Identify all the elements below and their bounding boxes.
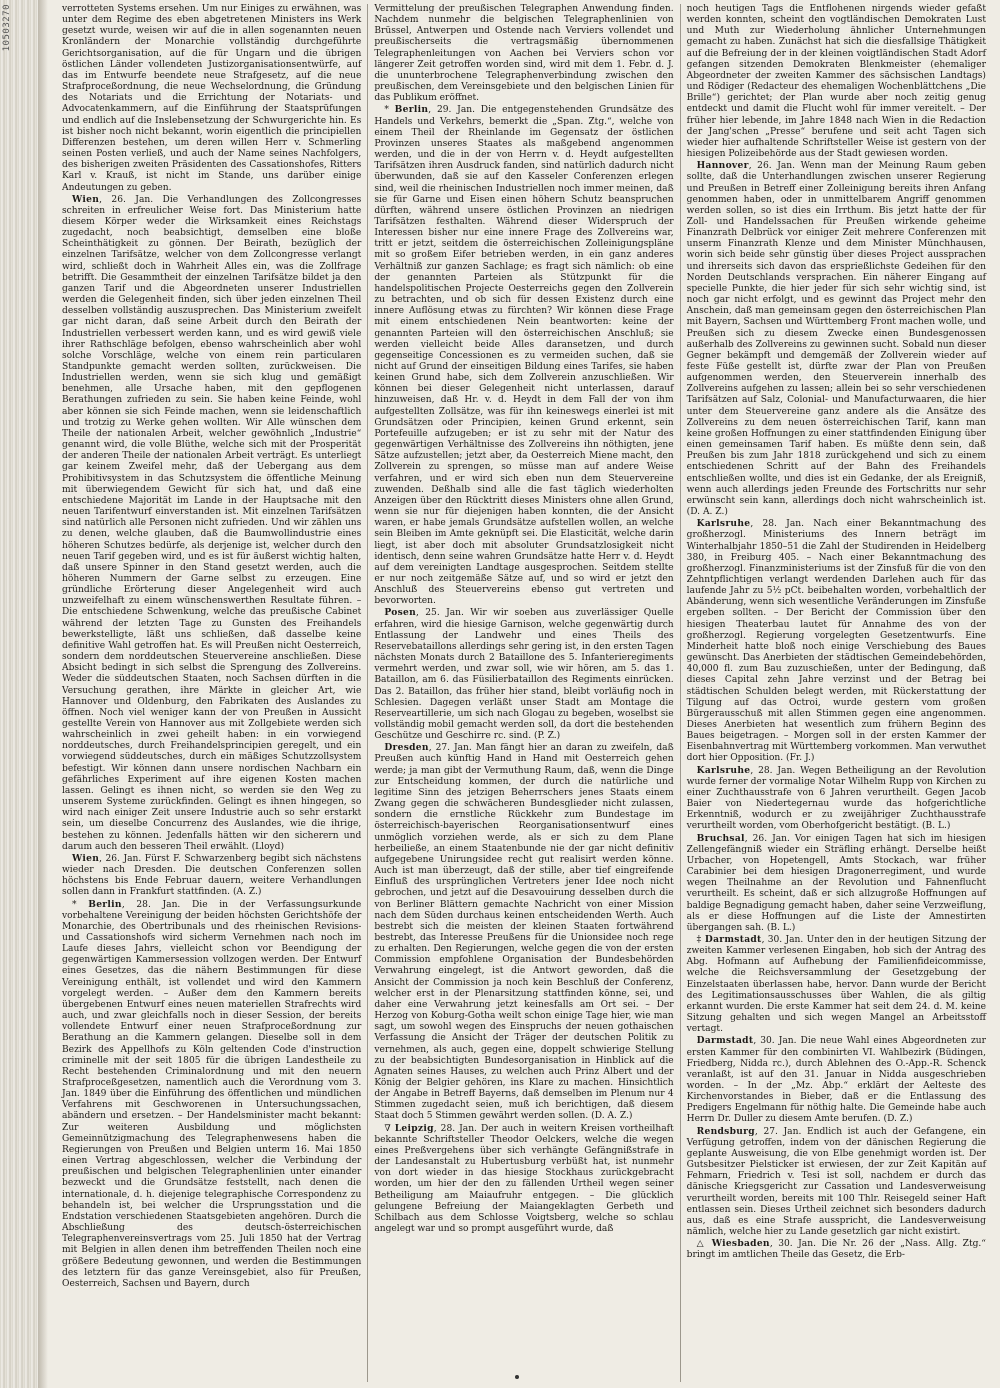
dateline-place: Wien [72,193,100,205]
dateline-place: Posen [384,607,417,619]
article-paragraph [687,4,986,160]
article-text: Wegen Betheiligung an der Revolution wurde ferner der vormalige Notar Wilhelm Rupp von Kirchen zu einer Zuchthausstrafe von 6 Jahren verurtheilt. Gegen Jacob Baier von Niedertegernau wurde das hofgerichtliche Erkenntniß, wodurch er zu zweijähriger Zuchthausstrafe verurtheilt worden, vom Oberhofgericht bestätigt. (B. L.) [686,765,986,832]
correspondent-sign: ∇ [384,1123,395,1134]
article-paragraph [62,899,361,1290]
dateline-date: , 27. Jan. [754,1126,802,1137]
article-paragraph [62,853,361,899]
article-paragraph [62,4,361,194]
dateline-place: Bruchsal [696,832,745,844]
article-text: noch heutigen Tags die Entflohenen nirgends wieder gefaßt werden konnten, scheint den vogtländischen Demokraten Lust und Muth zur Wiederholung ähnlicher Unternehmungen gemacht zu haben. Zunächst hat sich die diesfallsige Thätigkeit auf die Befreiung der in der kleinen voigtländischen Stadt Adorf gefangen sitzenden Demokraten Blenkmeister (ehemaliger Abgeordneter der zweiten Kammer des sächsischen Landtags) und Rödiger (Redacteur des ehemaligen Wochenblättchens „Die Brille“) gerichtet; der Plan wurde aber noch zeitig genug entdeckt und damit die Flucht wohl für immer vereitelt. – Der früher hier lebende, im Jahre 1848 nach Wien in die Redaction der Jang'schen „Presse“ berufene und seit acht Tagen sich wieder hier aufhaltende Schriftsteller Weise ist gestern von der hiesigen Polizeibehörde aus der Stadt gewiesen worden. [686,4,986,160]
dateline-place: Rendsburg [696,1125,755,1137]
dateline-date: , 30. Jan. [769,1239,816,1250]
article-paragraph [374,742,673,1122]
dateline-date: , 28. Jan. [121,899,181,910]
dateline-place: Dresden [384,742,429,754]
article-text: Wenn man der Meinung Raum geben sollte, daß die Unterhandlungen zwischen unserer Regierung und Preußen in Betreff einer Zolleinigung bereits ihren Anfang genommen haben, oder in unmittelbarem Angriff genommen werden sollen, so ist dies ein Irrthum. Bis jetzt hatte der für Zoll- und Handelssachen für Preußen wirkende geheime Finanzrath Delbrück vor einiger Zeit mehrere Conferenzen mit unserm Finanzrath Klenze und dem Minister Münchhausen, worin sich beide sehr günstig über dieses Project aussprachen und ihrerseits sich davon das ersprießlichste Gedeihen für den Norden Deutschlands versprachen. Ein näherer Eingang auf specielle Punkte, die hier jeder für sich sehr wichtig sind, ist noch gar nicht erfolgt, und es gewinnt das Project mehr den Anschein, daß man gemeinsam gegen den österreichischen Plan mit Bayern, Sachsen und Württemberg Front machen wolle, und Preußen sich zu diesem Zwecke einen Bundesgenossen außerhalb des Zollvereins zu gewinnen sucht. Sobald nun dieser Gegner bekämpft und demgemäß der Zollverein wieder auf feste Füße gestellt ist, dürfte zwar der Plan von Preußen aufgenommen werden, den Steuerverein innerhalb des Zollvereins aufgehen zu lassen; allein bei so sehr verschiedenen Tarifsätzen auf Salz, Colonial- und Manufacturwaaren, die hier unter dem Steuervereine ganz andere als die Ansätze des Zollvereins zu dem neuen österreichischen Tarif, kann man keine großen Hoffnungen zu einer stattfindenden Einigung über einen gemeinsamen Tarif haben. Es müßte denn sein, daß Preußen bis zum Jahr 1818 zurückgehend und sich zu einem entschiedenen Schritt auf der Bahn des Freihandels entschließen wollte, und dies ist ein Gedanke, der als Ereigniß, wenn auch allerdings jeden Freunde des Fortschritts nur sehr erwünscht sein kann, allerdings doch nicht wahrscheinlich ist. (D. A. Z.) [686,161,986,518]
article-text: verrotteten Systems ersehen. Um nur Einiges zu erwähnen, was unter dem Regime des eben abgetretenen Ministers ins Werk gesetzt wurde, weisen wir auf die in allen sogenannten neuen Kronländern der Monarchie vollständig durchgeführte Gerichtsorganisation, auf die für Ungarn und die übrigen östlichen Länder vollendeten Justizorganisationsentwürfe, auf das im Entwurfe beendete neue Strafgesetz, auf die neue Strafproceßordnung, die neue Wechselordnung, die Gründung des Notariats und die Errichtung der Notariats- und Advocatenkammern, auf die Einführung der Staatsprüfungen und endlich auf die Inslebensetzung der Schwurgerichte hin. Es ist bisher noch nicht bekannt, worin eigentlich die principiellen Differenzen bestehen, um deren willen Herr v. Schmerling seinen Posten verließ, und auch der Name seines Nachfolgers, des bisherigen zweiten Präsidenten des Cassationshofes, Ritters Karl v. Krauß, ist nicht im Stande, uns darüber einige Andeutungen zu geben. [62,4,362,193]
star-marker: * [384,105,395,116]
article-paragraph [687,1035,986,1125]
dateline-date: , 27. Jan. [428,743,472,754]
binding-shadow [38,0,48,1388]
article-text: Die Verhandlungen des Zollcongresses schreiten in erfreulicher Weise fort. Das Ministerium hatte diesem Körper weder die Wirksamkeit eines Reichstags zugedacht, noch beabsichtigt, demselben eine bloße Scheinthätigkeit zu gönnen. Der Beirath, bezüglich der einzelnen Tarifsätze, welcher von dem Zollcongresse verlangt wird, schließt doch in Wahrheit Alles ein, was die Zollfrage betrifft. Die Gesammtheit der einzelnen Tarifsätze bildet ja den ganzen Tarif und die Abgeordneten unserer Industriellen werden die Gelegenheit finden, sich über jeden einzelnen Theil desselben vollständig auszusprechen. Das Ministerium zweifelt gar nicht daran, daß seine Arbeit durch den Beirath der Industriellen verbessert werden kann, und es wird gewiß viele ihrer Rathschläge befolgen, ebenso wahrscheinlich aber wohl solche Vorschläge, welche von einem rein particularen Standpunkte gemacht werden sollten, zurückweisen. Die Industriellen werden, wenn sie sich klug und gemäßigt benehmen, alle Ursache haben, mit den gepflogenen Berathungen zufrieden zu sein. Sie haben keine Feinde, wohl aber können sie sich Feinde machen, wenn sie leidenschaftlich und trotzig zu Werke gehen wollten. Wir Alle wünschen dem Theile der nationalen Arbeit, welcher gewöhnlich „Industrie“ genannt wird, die volle Blüthe, welche sich mit der Prosperität der anderen Theile der nationalen Arbeit verträgt. Es unterliegt gar keinem Zweifel mehr, daß der Uebergang aus dem Prohibitivsystem in das Schutzsystem die öffentliche Meinung mit überwiegendem Gewicht für sich hat, und daß eine entschiedene Majorität im Lande in der Hauptsache mit den neuen Tarifentwurf einverstanden ist. Mit einzelnen Tarifsätzen sind natürlich alle Personen nicht zufrieden. Und wir zählen uns zu denen, welche glauben, daß die Baumwollindustrie eines höheren Schutzes bedürfe, als derjenige ist, welcher durch den neuen Tarif gegeben wird, und es ist für äußerst wichtig halten, daß unsere Spinner in den Stand gesetzt werden, auch die höheren Nummern der Garne selbst zu erzeugen. Eine gründliche Erörterung dieser Angelegenheit wird auch unzweifelhaft zu einem wünschenswerthen Resultate führen. – Die entschiedene Schwenkung, welche das preußische Cabinet während der letzten Tage zu Gunsten des Freihandels bewerkstelligte, läßt uns schließen, daß dasselbe keine definitive Wahl getroffen hat. Es will Preußen nicht Oesterreich, sondern dem norddeutschen Steuervereine anschließen. Diese Absicht bedingt in sich selbst die Sprengung des Zollvereins. Weder die süddeutschen Staaten, noch Sachsen dürften in die Versuchung gerathen, ihre Märkte in gleicher Art, wie Hannover und Oldenburg, den Fabrikaten des Auslandes zu öffnen. Noch viel weniger kann der von Preußen in Aussicht gestellte Verein von Hannover aus mit Zollgebiete werden sich wahrscheinlich in zwei geheilt haben: in ein vorwiegend norddeutsches, durch Freihandelsprincipien geregelt, und ein vorwiegend süddeutsches, durch ein mäßiges Schutzzollsystem befestigt. Wir können dann unsere nordischen Nachbarn ein gefährliches Experiment auf ihre eigenen Kosten machen lassen. Gelingt es ihnen nicht, so werden sie den Weg zu unserem Systeme zurückfinden. Gelingt es ihnen hingegen, so wird nach einiger Zeit unsere Industrie auch so sehr erstarkt sein, um dieselbe Concurrenz des Auslandes, wie die ihrige, bestehen zu können. Jedenfalls hätten wir den sicherern und darum auch den besseren Theil erwählt. (Lloyd) [62,194,362,852]
dateline-date: , 30. Jan. [761,934,804,945]
column-right [680,4,992,1382]
dateline-date: , 28. Jan. [750,765,796,776]
dateline-date: , 28. Jan. [750,519,805,530]
article-paragraph [374,104,673,607]
dateline-date: , 26. Jan. [744,833,790,844]
dateline-place: Berlin [394,104,429,116]
correspondent-sign: ‡ [696,934,705,945]
article-text: Der auch in weitern Kreisen vortheilhaft bekannte Schriftsteller Theodor Oelckers, welche die wegen eines Preßvergehens über sich verhängte Gefängnißstrafe in der Landesanstalt zu Hubertusburg verbüßt hat, ist nunmehr von dort wieder in das hiesige Stockhaus zurückgebracht worden, um hier der den zu fällenden Urtheil wegen seiner Betheiligung am Maiaufruhr entgegen. – Die glücklich gelungene Befreiung der Maiangeklagten Gerbeth und Schilbach aus dem Schlosse Voigtsberg, welche so schlau angelegt war und so prompt ausgeführt wurde, daß [374,1123,674,1235]
article-text: Die in der Verfassungsurkunde vorbehaltene Vereinigung der beiden höchsten Gerichtshöfe der Monarchie, des Obertribunals und des rheinischen Revisions- und Cassationshofs wird sicherm Vernehmen nach noch im Laufe dieses Jahrs, vielleicht schon vor Beendigung der gegenwärtigen Kammersession vollzogen werden. Der Entwurf eines Gesetzes, das die nähern Bestimmungen für diese Vereinigung enthält, ist vollendet und wird den Kammern vorgelegt werden. – Außer dem den Kammern bereits übergebenen Entwurf eines neuen materiellen Strafrechts wird auch, und zwar gleichfalls noch in dieser Session, der bereits vollendete Entwurf einer neuen Strafproceßordnung zur Berathung an die Kammern gelangen. Dieselbe soll in dem Bezirk des Appellhofs zu Köln geltenden Code d'instruction criminelle mit der seit 1805 für die übrigen Landestheile zu Recht bestehenden Criminalordnung und mit den neuern Strafproceßgesetzen, namentlich auch die Verordnung vom 3. Jan. 1849 über die Einführung des öffentlichen und mündlichen Verfahrens mit Geschworenen in Untersuchungssachen, abändern und ersetzen. – Der Handelsminister macht bekannt: Zur weiteren Ausbildung und möglichsten Gemeinnützigmachung des Telegraphenwesens haben die Regierungen von Preußen und Belgien unterm 16. Mai 1850 einen Vertrag abgeschlossen, welcher die Verbindung der preußischen und belgischen Telegraphenlinien unter einander bezweckt und die Grundsätze feststellt, nach denen die internationale, d. h. diejenige telegraphische Correspondenz zu behandeln ist, bei welcher die Ursprungsstation und die Endstation verschiedenen Staatsgebieten angehören. Durch die Abschließung des deutsch-österreichischen Telegraphenvereinsvertrags vom 25. Juli 1850 hat der Vertrag mit Belgien in allen denen ihm betreffenden Theilen noch eine größere Bedeutung gewonnen, und werden die Bestimmungen des letztern für das ganze Vereinsgebiet, also für Preußen, Oesterreich, Sachsen und Bayern, durch [62,899,362,1289]
dateline-date: , 26. Jan. [99,194,154,205]
dateline-place: Karlsruhe [696,518,751,530]
article-paragraph [687,833,986,934]
print-dot [515,1375,519,1379]
article-paragraph [687,1126,986,1239]
dateline-place: Hannover [696,160,749,172]
article-paragraph [687,934,986,1035]
article-paragraph [374,4,673,104]
article-text: Die neue Wahl eines Abgeordneten zur ersten Kammer für den combinirten VI. Wahlbezirk (Büdingen, Friedberg, Nidda rc.), durch Ablehnen des O.-App.-R. Schenck veranlaßt, ist auf den 31. Januar in Nidda ausgeschrieben worden. – In der „Mz. Abp.“ erklärt der Aelteste des Kirchenvorstandes in Bieber, daß er die Entlassung des Predigers Engelmann für nöthig halte. Die Gemeinde habe auch Herrn Dr. Duller zu diesem Amte berufen. (D. Z.) [686,1036,986,1125]
article-text: Fürst F. Schwarzenberg begibt sich nächstens wieder nach Dresden. Die deutschen Conferenzen sollen höchstens bis Ende Februar dauern, weitere Verhandlungen sollen dann in Frankfurt stattfinden. (A. Z.) [62,853,362,898]
column-left [56,4,367,1382]
dateline-date: , 29. Jan. [428,105,475,116]
dateline-place: Darmstadt [704,933,762,945]
text-columns [56,4,992,1382]
correspondent-sign: △ [696,1239,712,1250]
article-text: Die entgegenstehenden Grundsätze des Handels und Verkehrs, bemerkt die „Span. Ztg.“, welche von einem Theil der Rheinlande im Gegensatz der östlichen Provinzen unseres Staates als maßgebend angenommen werden, und die in der von Herrn v. d. Heydt aufgestellten Tarifsätzen ihren Ausdruck fanden, sind natürlich dadurch nicht überwunden, daß sie auf den Kasseler Conferenzen erlegen sind, weil die rheinischen Industriellen noch immer meinen, daß sie für Garne und Eisen einen höhern Schutz beanspruchen dürften, während unsere östlichen Provinzen an niedrigen Tarifsätzen festhalten. Während dieser Widerspruch der Interessen bisher nur eine innere Frage des Zollvereins war, tritt er jetzt, seitdem die österreichischen Zolleinigungspläne mit so großem Eifer betrieben werden, in ein ganz anderes Verhältniß zur ganzen Sachlage; es fragt sich nämlich: ob eine der genannten Parteien als Stützpunkt für die handelspolitischen Projecte Oesterreichs gegen den Zollverein zu betrachten, und ob sich für dessen Existenz durch eine innere Auflösung etwas zu fürchten? Wir können diese Frage mit einem entschiedenen Nein beantworten: keine der genannten Parteien will den österreichischen Anschluß; sie werden vielleicht beide Alles daransetzen, und durch gegenseitige Concessionen es zu vermeiden suchen, daß sie nicht auf Grund der einseitigen Bildung eines Tarifes, sie haben keinen Grund habe, sich dem Zollverein anzuschließen. Wir können bei dieser Gelegenheit nicht unterlassen, darauf hinzuweisen, daß Hr. v. d. Heydt in dem Fall der von ihm aufgestellten Zollsätze, was für ihn keineswegs einerlei ist mit Grundsätzen oder Principien, keinen Grund erkennt, sein Portefeuille aufzugeben; er ist zu sehr mit der Natur des gegenwärtigen Verhältnisse des Zollvereins ihn nöthigten, jene Sätze aufzustellen; jetzt aber, da Oesterreich Miene macht, den Zollverein zu sprengen, so müsse man auf andere Weise verfahren, und er wird sich eben nun dem Steuervereine zuwenden. Deßhalb sind alle die fast täglich wiederholten Anzeigen über den Rücktritt dieses Ministers ohne allen Grund, wenn sie nur für diejenigen haben konnten, die der Ansicht waren, er habe jemals Grundsätze aufstellen wollen, an welche sein Bleiben im Amte geknüpft sei. Die Elasticität, welche darin liegt, ist aber doch mit absoluter Grundsatzlosigkeit nicht identisch, denn seine wahren Grundsätze hatte Herr v. d. Heydt auf dem vereinigten Landtage ausgesprochen. Seitdem stellte er nur noch zeitgemäße Sätze auf, und so wird er jetzt den Anschluß des Steuervereins ebenso gut vertreten und bevorworten. [374,105,674,607]
article-text: Vor einigen Tagen hat sich im hiesigen Zellengefängniß wieder ein Sträfling erhängt. Derselbe heißt Urbacher, von Hopetengell, Amts Stockach, war früher Carabinier bei dem hiesigen Dragonerregiment, und wurde wegen Theilnahme an der Revolution und Fahnenflucht verurtheilt. Es scheint, daß er sich allzugroße Hoffnungen auf baldige Begnadigung gemacht haben, daher seine Verzweiflung, als er diese Hoffnungen auf die Liste der Amnestirten übergangen sah. (B. L.) [686,833,986,933]
article-paragraph [374,1123,673,1236]
book-binding-edge [0,0,46,1388]
dateline-date: , 30. Jan. [753,1036,797,1047]
article-text: Wir wir soeben aus zuverlässiger Quelle erfahren, wird die hiesige Garnison, welche gegenwärtig durch Entlassung der Landwehr und eines Theils des Reservebataillons allerdings sehr gering ist, in den ersten Tagen nächsten Monats durch 2 Bataillone des 5. Infanterieregiments vermehrt werden, und zwar soll, wie wir hören, am 5. das 1. Bataillon, am 6. das Füsilierbataillon des Regiments einrücken. Das 2. Bataillon, das früher hier stand, bleibt vorläufig noch in Schlesien. Dagegen verläßt unser Stadt am Montage die Reserveartillerie, um sich nach Glogau zu begeben, woselbst sie vollständig mobil gemacht werden soll, da dort die bestehenden Geschütze und Geschirre rc. sind. (P. Z.) [374,608,674,742]
dateline-place: Wiesbaden [711,1238,770,1250]
article-paragraph [687,765,986,833]
article-text: Unter den in der heutigen Sitzung der zweiten Kammer verlesenen Eingaben, hob sich der Antrag des Abg. Hofmann auf Aufhebung der Familienfideicommisse, welche die Reichsversammlung der Gesetzgebung der Einzelstaaten überlassen habe, hervor. Dann wurde der Bericht des Legitimationsausschusses über Wahlen, die als giltig erkannt wurden. Die erste Kammer hat seit dem 24. d. M. keine Sitzung gehalten und sich wegen Mangel an Arbeitsstoff vertagt. [686,934,986,1035]
article-text: Endlich ist auch der Gefangene, ein Verfügung getroffen, indem von der dänischen Regierung die geplante Ausweisung, die von Elbe genehmigt worden ist. Der Gutsbesitzer Pielsticker ist erwiesen, der zur Zeit Kapitän auf Fehmarn, Friedrich v. Tesi ist soll, nachdem er durch das dänische Kriegsgericht zur Cassation und Landesverweisung verurtheilt worden, bereits mit 100 Thlr. Reisegeld seiner Haft entlassen sein. Dieses Urtheil zeichnet sich besonders dadurch aus, daß es eine Strafe ausspricht, die Landesverweisung nämlich, welche hier zu Lande gesetzlich gar nicht existirt. [686,1126,986,1238]
article-text: Die Nr. 26 der „Nass. Allg. Ztg.“ bringt im amtlichen Theile das Gesetz, die Erb- [686,1239,986,1261]
article-paragraph [687,160,986,518]
dateline-date: , 28. Jan. [433,1123,477,1134]
dateline-place: Wien [72,852,100,864]
article-paragraph [687,518,986,764]
column-middle [367,4,679,1382]
article-paragraph [374,607,673,742]
dateline-date: , 26. Jan. [99,853,142,864]
dateline-date: , 25. Jan. [416,608,464,619]
article-paragraph [62,194,361,853]
article-text: Vermittelung der preußischen Telegraphen Anwendung finden. Nachdem nunmehr die belgischen Telegraphenlinien von Brüssel, Antwerpen und Ostende nach Verviers vollendet und preußischerseits die vertragsmäßig übernommenen Telegraphenleitungen von Aachen bei Verviers schon vor längerer Zeit getroffen worden sind, wird mit dem 1. Febr. d. J. die ununterbrochene Telegraphenverbindung zwischen den preußischen, dem Vereinsgebiete und den belgischen Linien für das Publikum eröffnet. [374,4,674,104]
article-text: Man fängt hier an daran zu zweifeln, daß Preußen auch künftig Hand in Hand mit Oesterreich gehen werde; ja man gibt der Vermuthung Raum, daß, wenn die Dinge zur Entscheidung kommen, der durch die natürliche und legitime Sinn des jetzigen Beherrschers jenes Staats einem Zwang gegen die schwächeren Bundesglieder nicht zulassen, sondern die ernstliche Rückkehr zum Bundestage im österreichisch-bayerischen Reorganisationsentwurf eines unmöglich vorziehen werde, als er sich zu dem Plane herbeiließe, an einem Staatenbunde nie der gar nicht definitiv aufgegebene Unirungsidee recht gut realisirt werden könne. Auch ist man überzeugt, daß der stille, aber tief eingreifende Einfluß des ursprünglichen Vertreters jener Idee noch nicht gebrochen, und jetzt auf die Desavouirung desselben durch die von Berliner Blättern gemachte Nachricht von einer Mission nach dem Süden durchaus keinen entscheidenden Werth. Auch bestrebt sich die meisten der kleinen Staaten fortwährend bestrebt, das Interesse Preußens für die Unionsidee noch rege zu erhalten. Den Regierungen, welche gegen die von der ersten Commission empfohlene Organisation der Bundesbehörden Verwahrung eingelegt, ist die Antwort geworden, daß die Ansicht der Commission ja noch kein Beschluß der Conferenz, welcher erst in der Plenarsitzung stattfinden könne, sei, und daher eine Verwahrung jetzt keinesfalls am Ort sei. – Der Herzog von Koburg-Gotha weilt schon einige Tage hier, wie man sagt, um sowohl wegen des Einspruchs der neuen gothaischen Verfassung die Ansicht der Träger der deutschen Politik zu vernehmen, als auch, gegen eine, doppelt schwierige Stellung zu der beabsichtigten Bundesorganisation in Hinblick auf die Agnaten seines Hauses, zu welchen auch Prinz Albert und der König der Belgier gehören, ins Klare zu machen. Hinsichtlich der Angabe in Betreff Bayerns, daß demselben im Plenum nur 4 Stimmen zugedacht seien, muß ich berichtigen, daß diesem Staat doch 5 Stimmen gewährt werden sollen. (D. A. Z.) [374,743,674,1122]
dateline-place: Berlin [88,898,122,910]
star-marker: * [72,899,89,910]
article-text: Nach einer Bekanntmachung des großherzogl. Ministeriums des Innern beträgt im Winterhalbjahr 1850–51 die Zahl der Studirenden in Heidelberg 380, in Freiburg 405. – Nach einer Bekanntmachung des großherzogl. Finanzministeriums ist der Zinsfuß für die von den Zehntpflichtigen verlangt werdenden Darlehen auch für das laufende Jahr zu 5½ pCt. beibehalten worden, vorbehaltlich der Abänderung, wenn sich wesentliche Veränderungen im Zinsfuße ergeben sollten. – Der Bericht der Commission über den hiesigen Theaterbau lautet für Annahme des von der großherzogl. Regierung vorgelegten Gesetzentwurfs. Eine Minderheit hatte bloß noch einige Verschiebung des Baues gewünscht. Das Anerbieten der städtischen Gemeindebehörden, 40,000 fl. zum Bau zuzuschießen, unter der Bedingung, daß dieses Capital zehn Jahre verzinst und der Betrag bei städtischen Schulden belegt werden, mit Rückerstattung der Tilgung auf das Octroi, wurde gestern vom großen Bürgerausschuß mit allen Stimmen gegen eine angenommen. Dieses Anerbieten hat wesentlich zum frühern Beginn des Baues beigetragen. – Morgen soll in der ersten Kammer der Eisenbahnvertrag mit Württemberg vorkommen. Man verwuthet dort hier Opposition. (Fr. J.) [686,519,986,764]
dateline-place: Karlsruhe [696,764,751,776]
dateline-date: , 26. Jan. [748,161,796,172]
dateline-place: Darmstadt [696,1035,754,1047]
article-paragraph [687,1238,986,1261]
dateline-place: Leipzig [394,1122,434,1134]
scan-id-label: 10503270 [2,4,12,52]
